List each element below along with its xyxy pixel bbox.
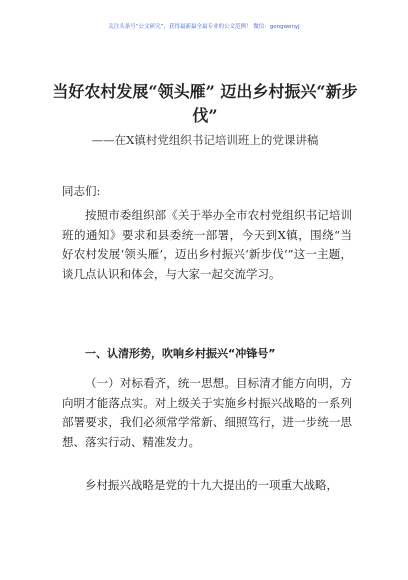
header-banner: 关注头条号“公文研究”，获得最新最全最专业的公文范例！ 微信：gongwenyj [108, 24, 300, 30]
paragraph-strategy: 乡村振兴战略是党的十九大提出的一项重大战略， [85, 478, 338, 492]
document-title: 当好农村发展“领头雁” 迈出乡村振兴“新步伐” [52, 82, 358, 125]
paragraph-intro: 按照市委组织部《关于举办全市农村党组织书记培训班的通知》要求和县委统一部署，今天到X镇，围绕“当好农村发展‘领头雁’，迈出乡村振兴‘新步伐’”这一主题，谈几点认识和体会，与大家一起交流学习。 [62, 208, 352, 281]
document-subtitle: ——在X镇村党组织书记培训班上的党课讲稿 [91, 133, 319, 147]
section-heading: 一、认清形势，吹响乡村振兴“冲锋号” [85, 347, 276, 360]
salutation: 同志们: [62, 184, 101, 198]
paragraph-subsection-1: （一）对标看齐，统一思想。目标清才能方向明，方向明才能落点实。对上级关于实施乡村振兴战略的一系列部署要求，我们必须常学常新、细照笃行，进一步统一思想、落实行动、精准发力。 [62, 376, 352, 449]
